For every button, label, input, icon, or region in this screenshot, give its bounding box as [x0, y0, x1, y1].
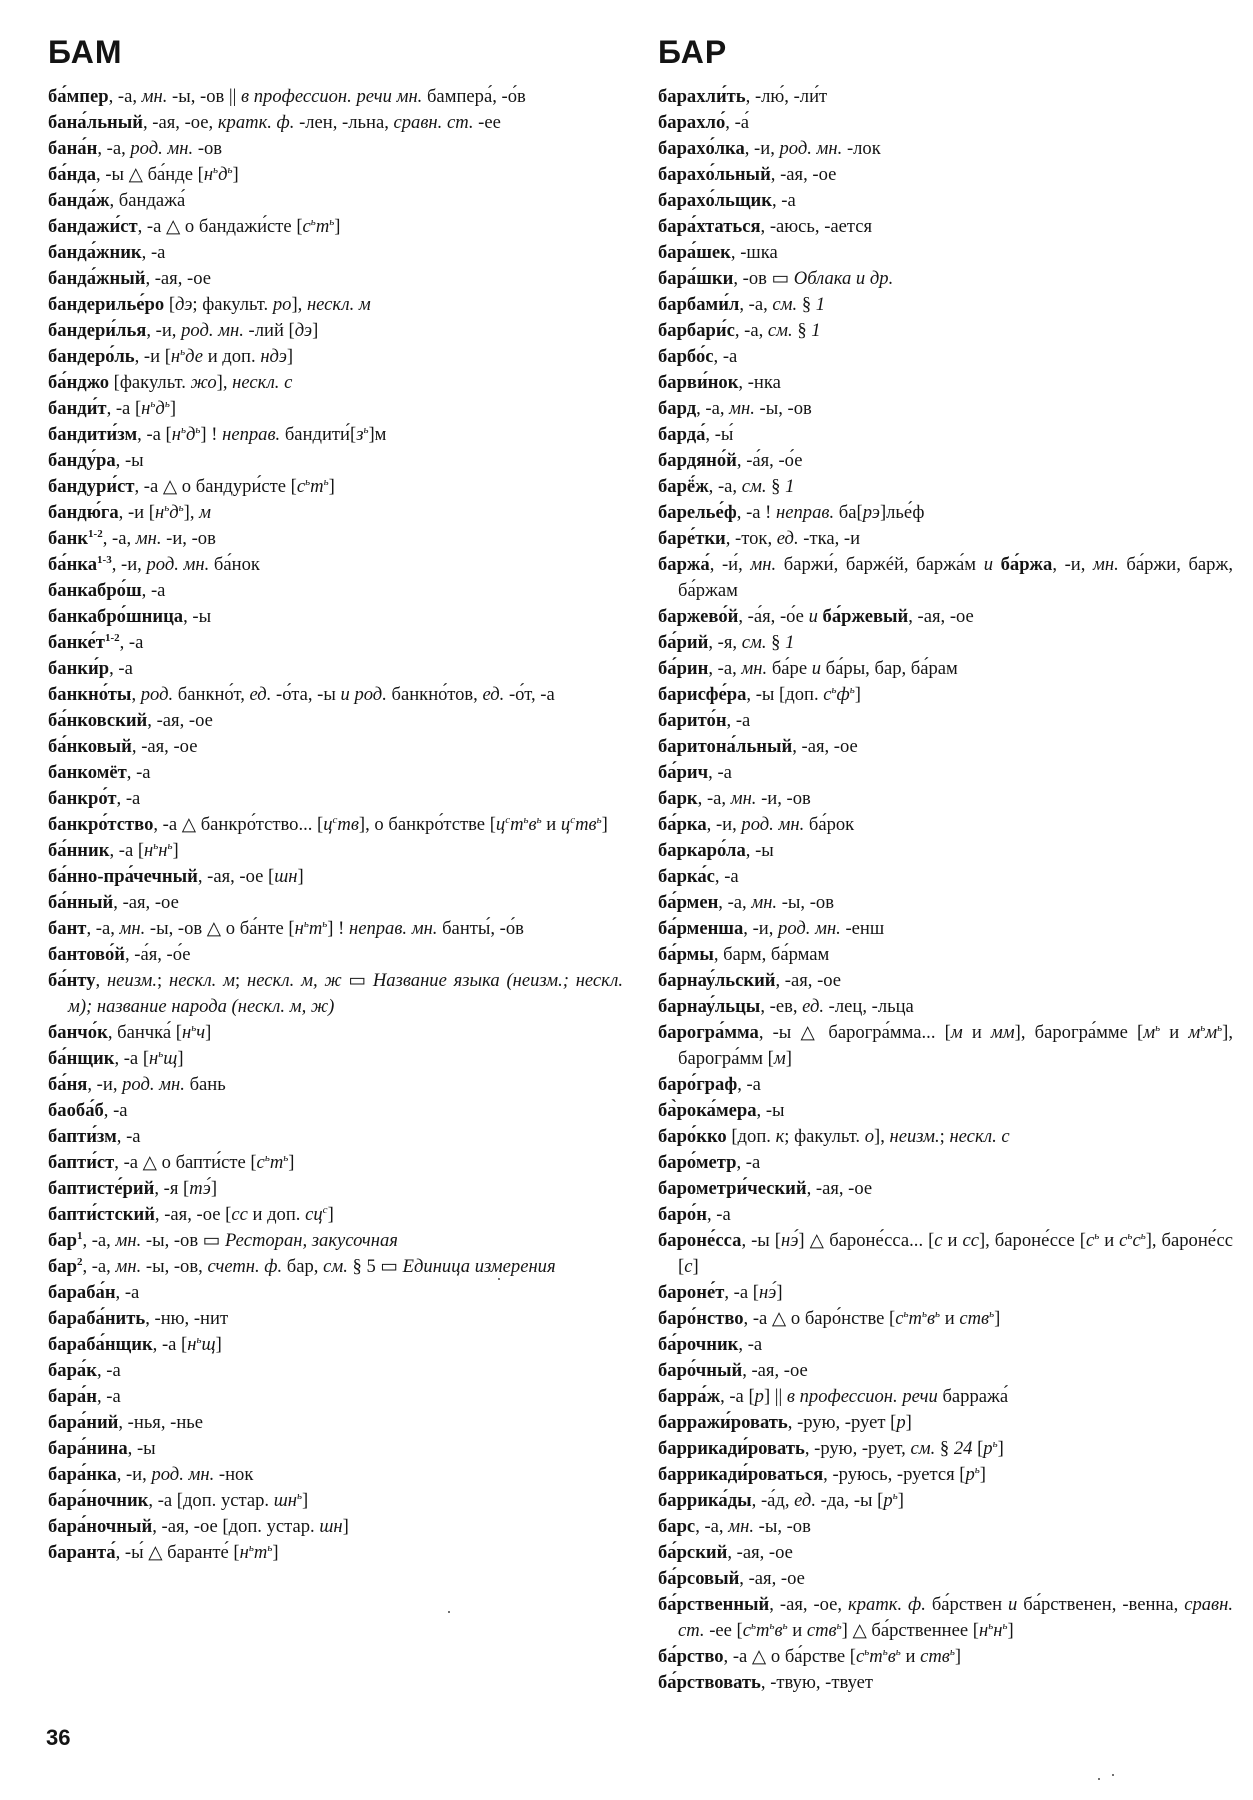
dictionary-entry: баранта́, -ы́ △ баранте́ $[н^ьт^ь]$	[48, 1541, 279, 1563]
dictionary-entry: баро́нство, -а △ о баро́нстве [$с^ьт^ьв^ь$ и ств$^ь$]	[658, 1307, 1001, 1329]
dictionary-entry: бара́к, -а	[48, 1360, 121, 1381]
scan-speck	[498, 1278, 500, 1280]
dictionary-entry: бандерилье́ро [дэ; факульт. ро], нескл. м	[48, 294, 371, 315]
dictionary-entry: банда́жный, -ая, -ое	[48, 268, 211, 289]
guide-word-left: БАМ	[48, 34, 123, 70]
dictionary-entry: барометри́ческий, -ая, -ое	[658, 1178, 873, 1199]
dictionary-entry: ба́нка$^{1-3}$, -и, род. мн. ба́нок	[48, 553, 260, 575]
dictionary-entry: бара́шки, -ов ▭ Облака и др.	[658, 268, 894, 289]
dictionary-entry: бара́ночный, -ая, -ое [доп. устар. шн]	[48, 1516, 349, 1537]
dictionary-entry: барс, -а, мн. -ы, -ов	[658, 1516, 811, 1537]
dictionary-entry: банкно́ты, род. банкно́т, ед. -о́та, -ы и род. банкно́тов, ед. -о́т, -а	[48, 684, 555, 705]
dictionary-entry: банк$^{1-2}$, -а, мн. -и, -ов	[48, 527, 216, 549]
guide-word-right: БАР	[658, 34, 728, 70]
dictionary-entry: ба́рка, -и, род. мн. ба́рок	[658, 814, 855, 835]
dictionary-entry: ба́рменша, -и, род. мн. -енш	[658, 918, 885, 939]
dictionary-entry: бара́ний, -нья, -нье	[48, 1412, 204, 1433]
dictionary-entry: банда́жник, -а	[48, 242, 166, 263]
dictionary-entry: баритона́льный, -ая, -ое	[658, 736, 858, 757]
scan-speck	[1112, 1774, 1114, 1776]
dictionary-entry: банду́ра, -ы	[48, 450, 144, 471]
dictionary-entry: ба́нковый, -ая, -ое	[48, 736, 198, 757]
dictionary-entry: бар$^1$, -а, мн. -ы, -ов ▭ Ресторан, закусочная	[48, 1229, 398, 1251]
dictionary-entry: бандажи́ст, -а △ о бандажи́сте $[с^ьт^ь]$	[48, 215, 341, 237]
dictionary-entry: барражи́ровать, -рую, -рует [р]	[658, 1412, 912, 1433]
dictionary-entry: бараxо́льщик, -а	[658, 190, 796, 211]
dictionary-entry: бараба́нщик, -а $[н^ьщ]$	[48, 1333, 222, 1355]
dictionary-entry: бара́шек, -шка	[658, 242, 778, 263]
dictionary-entry: банкомёт, -а	[48, 762, 151, 783]
dictionary-entry: ба́рич, -а	[658, 762, 732, 783]
dictionary-entry: барви́нок, -нка	[658, 372, 781, 393]
dictionary-entry: бандю́га, -и $[н^ьд^ь]$, м	[48, 501, 211, 523]
dictionary-entry: ба́нщик, -а $[н^ьщ]$	[48, 1047, 184, 1069]
dictionary-entry: баррикади́роваться, -руюсь, -руется $[р^ь]$	[658, 1463, 986, 1485]
dictionary-entry: барито́н, -а	[658, 710, 751, 731]
scan-speck	[448, 1611, 450, 1613]
dictionary-entry: баррикади́ровать, -рую, -рует, см. § 24 $[р^ь]$	[658, 1437, 1004, 1459]
dictionary-entry: банкабро́ш, -а	[48, 580, 166, 601]
dictionary-entry: барбари́с, -а, см. § 1	[658, 320, 821, 341]
dictionary-entry: барахло́, -а́	[658, 112, 750, 133]
dictionary-entry: бараxо́льный, -ая, -ое	[658, 164, 837, 185]
dictionary-entry: бард, -а, мн. -ы, -ов	[658, 398, 812, 419]
column-left	[48, 30, 623, 1566]
dictionary-entry: банки́р, -а	[48, 658, 133, 679]
dictionary-entry: барогра́мма, -ы △ барогра́мма... [м и мм], барогра́мме [$м^ь$ и $м^ьм^ь$], барогра́мм [м]	[658, 1021, 1233, 1069]
dictionary-entry: бандити́зм, -а $[н^ьд^ь]$ ! неправ. $бандити́[з^ь]м$	[48, 423, 387, 445]
dictionary-entry: бапти́стский, -ая, -ое [сс и доп. $сц^с$]	[48, 1203, 334, 1225]
dictionary-entry: бана́льный, -ая, -ое, кратк. ф. -лен, -льна, сравн. ст. -ее	[48, 112, 501, 133]
dictionary-entry: баро́кко [доп. к; факульт. о], неизм.; нескл. с	[658, 1126, 1010, 1147]
dictionary-entry: бандери́лья, -и, род. мн. -лий [дэ]	[48, 320, 319, 341]
dictionary-entry: ба́рмы, барм, ба́рмам	[658, 944, 830, 965]
entry-list-left	[48, 84, 623, 1566]
dictionary-entry: бароне́сса, -ы [нэ́] △ бароне́сса... [с и сс], бароне́ссе [$с^ь$ и $с^ьс^ь$], бароне́сс [с]	[658, 1229, 1234, 1277]
dictionary-entry: баро́метр, -а	[658, 1152, 761, 1173]
dictionary-entry: бара́хтаться, -аюсь, -ается	[658, 216, 873, 237]
dictionary-entry: банда́ж, бандажа́	[48, 190, 186, 211]
dictionary-entry: бараxо́лка, -и, род. мн. -лок	[658, 138, 881, 159]
dictionary-entry: банкро́тство, -а △ банкро́тство... $[ц^ств]$, о банкро́тстве [$ц^ст^ьв^ь$ и $ц^ств^ь$]	[48, 813, 608, 835]
dictionary-entry: бара́нина, -ы	[48, 1438, 156, 1459]
dictionary-entry: ба́рский, -ая, -ое	[658, 1542, 793, 1563]
dictionary-entry: бана́н, -а, род. мн. -ов	[48, 138, 223, 159]
column-right	[658, 30, 1233, 1696]
dictionary-entry: бант, -а, мн. -ы, -ов △ о ба́нте $[н^ьт^ь]$ ! неправ. мн. банты́, -о́в	[48, 917, 524, 939]
dictionary-entry: бантово́й, -а́я, -о́е	[48, 944, 191, 965]
dictionary-entry: баркаро́ла, -ы	[658, 840, 774, 861]
dictionary-entry: бандури́ст, -а △ о бандури́сте $[с^ьт^ь]$	[48, 475, 335, 497]
dictionary-entry: бараба́нить, -ню, -нит	[48, 1308, 229, 1329]
dictionary-entry: бара́н, -а	[48, 1386, 121, 1407]
dictionary-entry: ба́нно-пра́чечный, -ая, -ое [шн]	[48, 866, 304, 887]
dictionary-entry: бараба́н, -а	[48, 1282, 140, 1303]
dictionary-entry: барда́, -ы́	[658, 424, 734, 445]
dictionary-entry: барбами́л, -а, см. § 1	[658, 294, 826, 315]
dictionary-entry: $банке́т^{1-2}$, -а	[48, 631, 144, 653]
dictionary-entry: банчо́к, банчка́ $[н^ьч]$	[48, 1021, 212, 1043]
dictionary-entry: ба́нту, неизм.; нескл. м; нескл. м, ж ▭ Название языка (неизм.; нескл. м); название народа (нескл. м, ж)	[48, 970, 624, 1017]
dictionary-entry: ба́рствовать, -твую, -твует	[658, 1672, 874, 1693]
dictionary-entry: барахли́ть, -лю́, -ли́т	[658, 86, 828, 107]
dictionary-entry: банкро́т, -а	[48, 788, 141, 809]
dictionary-entry: баре́тки, -ток, ед. -тка, -и	[658, 528, 861, 549]
dictionary-entry: ба́ня, -и, род. мн. бань	[48, 1074, 226, 1095]
dictionary-entry: ба́нда, -ы △ ба́нде $[н^ьд^ь]$	[48, 163, 239, 185]
dictionary-entry: ба́мпер, -а, мн. -ы, -ов || в профессион. речи мн. бампера́, -о́в	[48, 86, 526, 107]
scan-speck	[1098, 1778, 1100, 1780]
dictionary-entry: бапти́ст, -а △ о бапти́сте $[с^ьт^ь]$	[48, 1151, 295, 1173]
dictionary-entry: барра́ж, -а [р] || в профессион. речи барража́	[658, 1386, 1009, 1407]
dictionary-entry: баро́граф, -а	[658, 1074, 761, 1095]
dictionary-entry: барнау́льцы, -ев, ед. -лец, -льца	[658, 996, 914, 1017]
dictionary-entry: бапти́зм, -а	[48, 1126, 141, 1147]
dictionary-entry: бара́ночник, -а [доп. устар. $шн^ь$]	[48, 1489, 309, 1511]
dictionary-entry: барбо́с, -а	[658, 346, 738, 367]
dictionary-entry: банди́т, -а $[н^ьд^ь]$	[48, 397, 177, 419]
dictionary-entry: баржево́й, -а́я, -о́е и ба́ржевый, -ая, -ое	[658, 606, 974, 627]
dictionary-entry: ба́рин, -а, мн. ба́ре и ба́ры, бар, ба́рам	[658, 658, 958, 679]
dictionary-entry: ба́рственный, -ая, -ое, кратк. ф. ба́рствен и ба́рственен, -венна, сравн. ст. -ее [$с^ьт^ьв^ь$ и ств$^ь$] △ ба́рственнее $[н^ьн^ь]$	[658, 1594, 1233, 1641]
dictionary-entry: ба́рмен, -а, мн. -ы, -ов	[658, 892, 834, 913]
dictionary-entry: ба́рий, -я, см. § 1	[658, 632, 795, 653]
dictionary-entry: баптисте́рий, -я [тэ́]	[48, 1178, 218, 1199]
entry-list-right	[658, 84, 1233, 1696]
dictionary-entry: баржа́, -и́, мн. баржи́, баржéй, баржа́м и ба́ржа, -и, мн. ба́ржи, барж, ба́ржам	[658, 554, 1233, 601]
dictionary-entry: бардяно́й, -а́я, -о́е	[658, 450, 803, 471]
dictionary-entry: барнау́льский, -ая, -ое	[658, 970, 842, 991]
dictionary-entry: ба́рсовый, -ая, -ое	[658, 1568, 805, 1589]
dictionary-entry: барисфе́ра, -ы [доп. $с^ьф^ь$]	[658, 683, 861, 705]
dictionary-entry: баро́н, -а	[658, 1204, 731, 1225]
dictionary-entry: барелье́ф, -а ! неправ. ба[рэ]лье́ф	[658, 502, 925, 523]
dictionary-entry: ба́рочник, -а	[658, 1334, 763, 1355]
dictionary-entry: баррика́ды, -а́д, ед. -да, -ы $[р^ь]$	[658, 1489, 904, 1511]
dictionary-entry: ба́нджо [факульт. жо], нескл. с	[48, 372, 293, 393]
dictionary-entry: барка́с, -а	[658, 866, 739, 887]
dictionary-entry: бара́нка, -и, род. мн. -нок	[48, 1464, 254, 1485]
dictionary-entry: банкабро́шница, -ы	[48, 606, 212, 627]
dictionary-entry: бар$^2$, -а, мн. -ы, -ов, счетн. ф. бар, см. § 5 ▭ Единица измерения	[48, 1255, 556, 1277]
dictionary-entry: ба̀рока́мера, -ы	[658, 1100, 785, 1121]
dictionary-entry: баоба́б, -а	[48, 1100, 128, 1121]
dictionary-entry: барк, -а, мн. -и, -ов	[658, 788, 811, 809]
dictionary-entry: барё́ж, -а, см. § 1	[658, 476, 795, 497]
dictionary-entry: баро́чный, -ая, -ое	[658, 1360, 808, 1381]
dictionary-entry: ба́нник, -а $[н^ьн^ь]$	[48, 839, 179, 861]
dictionary-entry: бандеро́ль, -и [$н^ьде$ и доп. ндэ]	[48, 345, 294, 367]
dictionary-entry: ба́нковский, -ая, -ое	[48, 710, 213, 731]
page-number: 36	[46, 1725, 71, 1750]
dictionary-entry: ба́рство, -а △ о ба́рстве [$с^ьт^ьв^ь$ и ств$^ь$]	[658, 1645, 962, 1667]
dictionary-entry: бароне́т, -а [нэ́]	[658, 1282, 783, 1303]
dictionary-entry: ба́нный, -ая, -ое	[48, 892, 179, 913]
